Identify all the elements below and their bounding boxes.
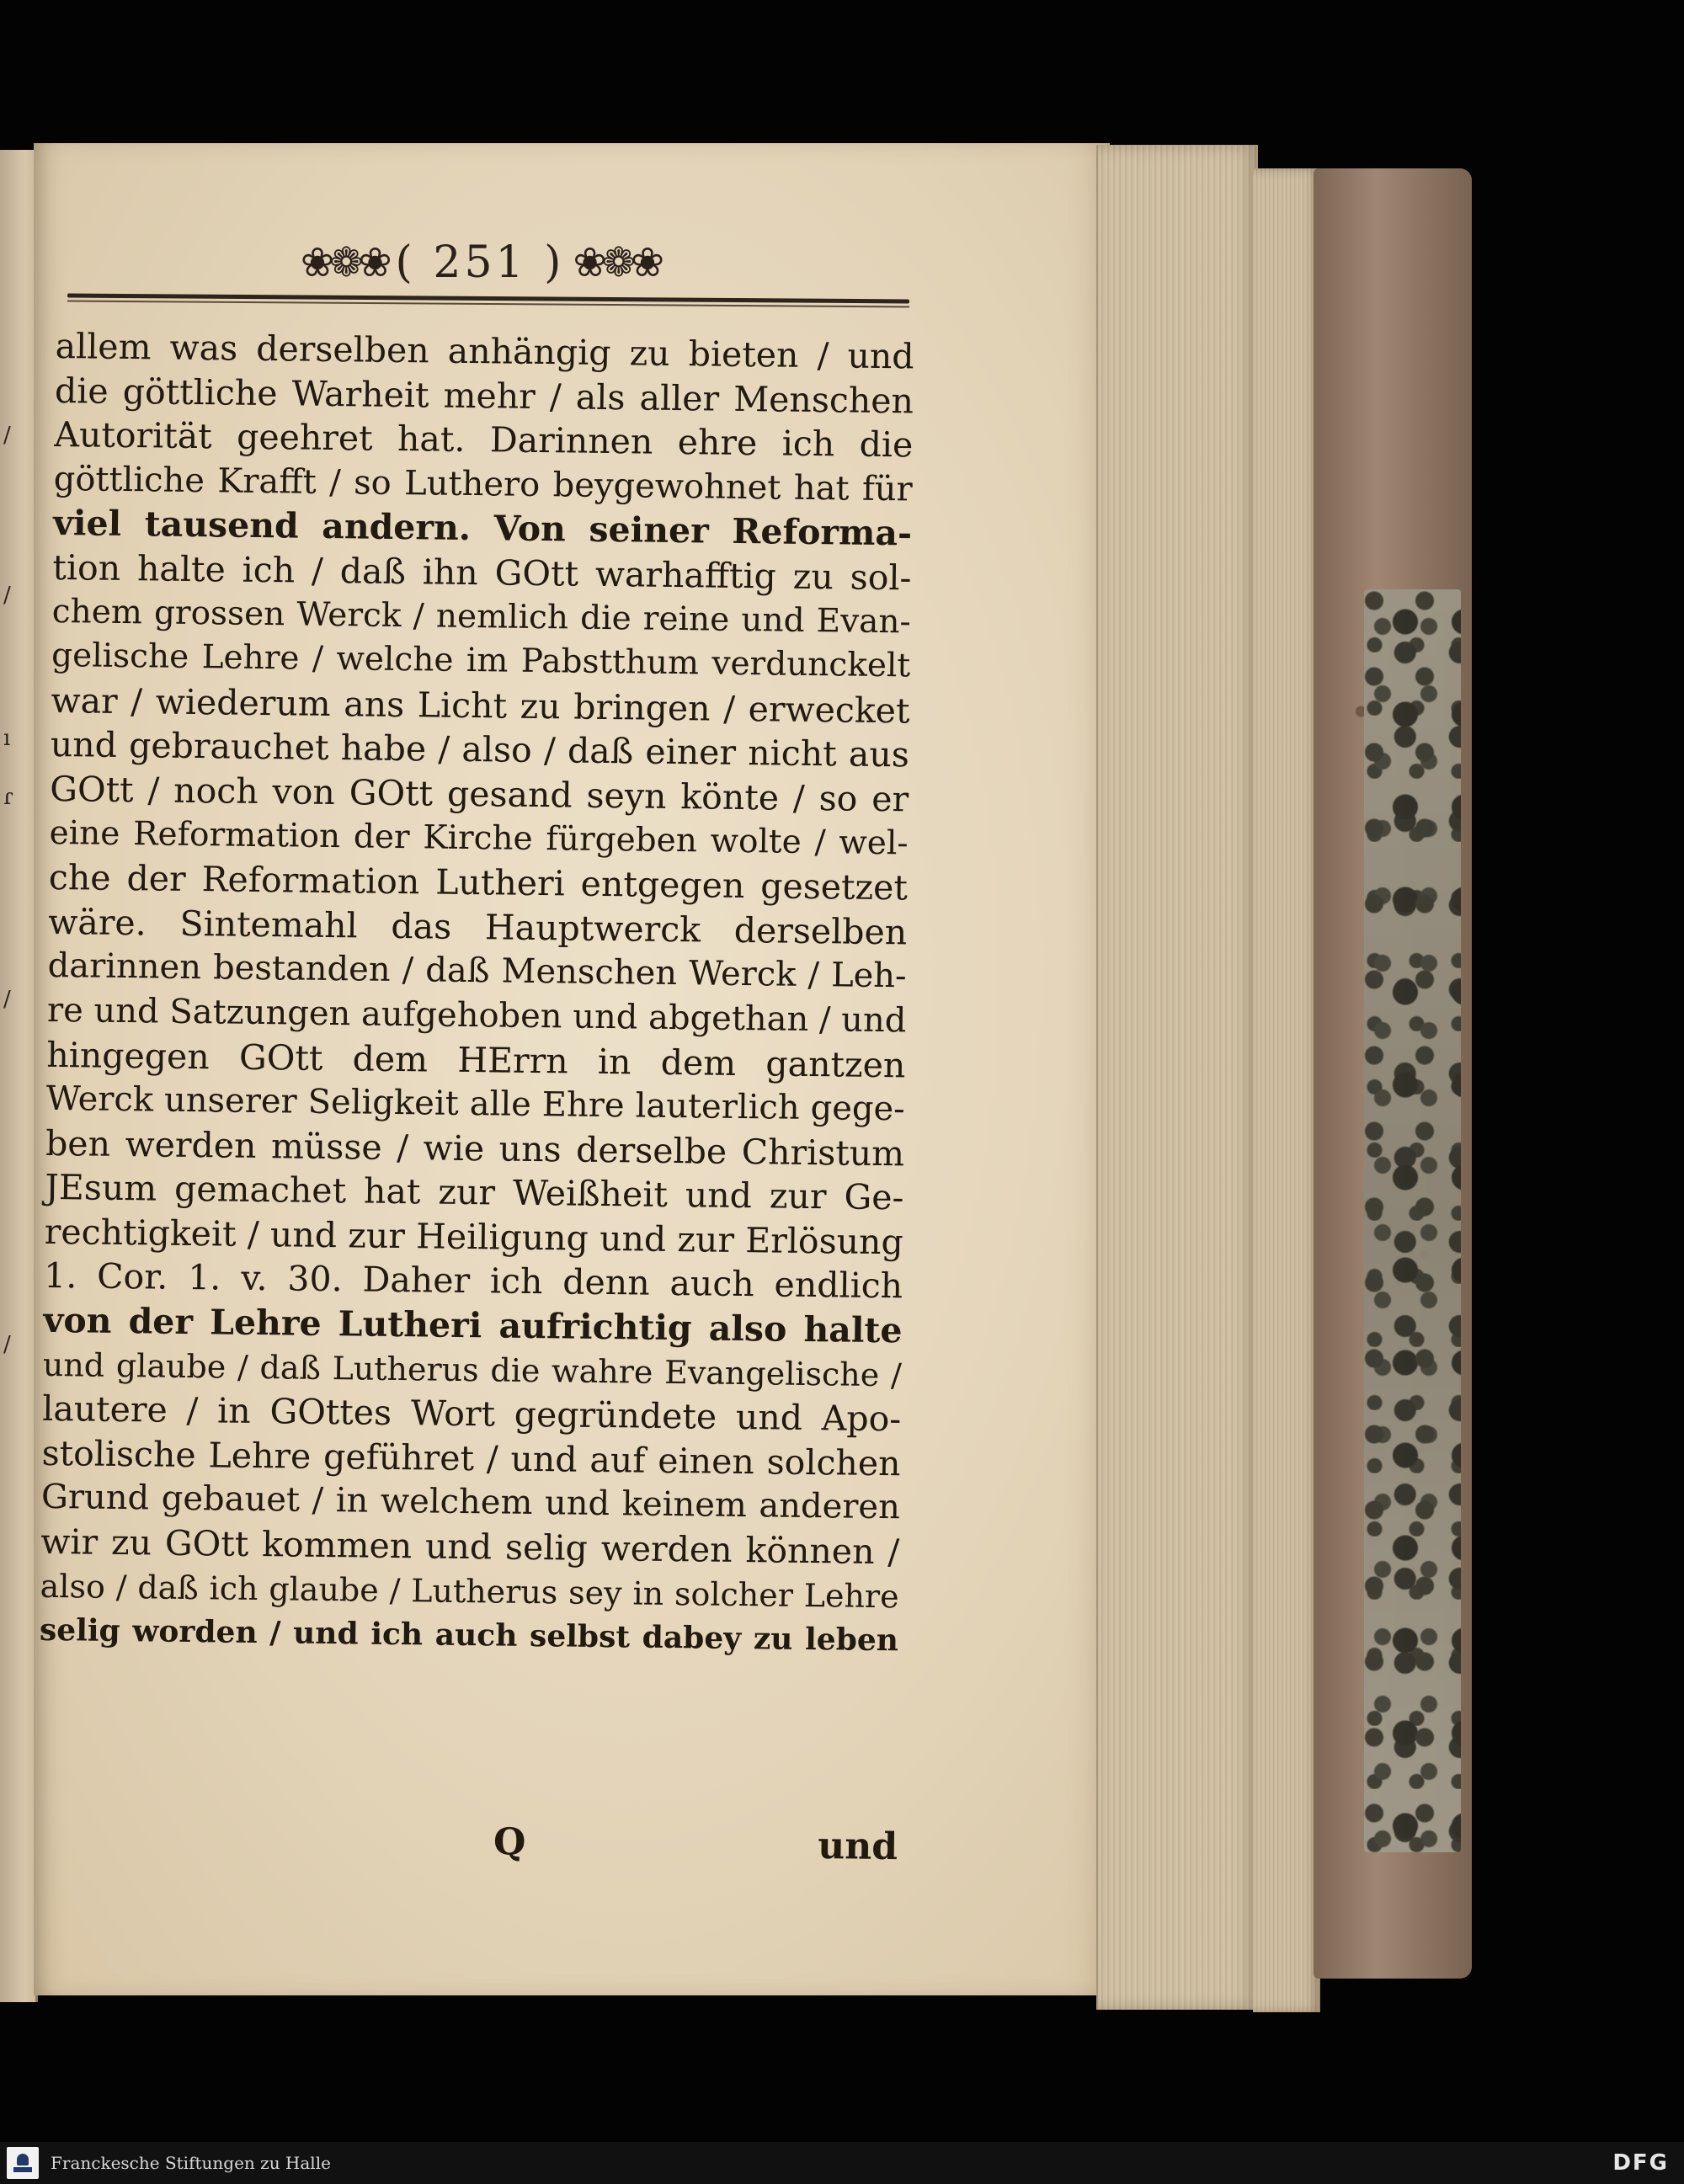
institution-name: Franckesche Stiftungen zu Halle (51, 2153, 331, 2173)
franckesche-stiftungen-logo-icon (7, 2147, 39, 2179)
text-line: selig worden / und ich auch selbst dabey zu leben (39, 1612, 899, 1659)
text-line: wäre. Sintemahl das Hauptwerck derselben (48, 901, 908, 953)
text-line: allem was derselben anhängig zu bieten / und (55, 325, 914, 377)
text-line: und gebrauchet habe / also / daß einer nicht aus (50, 724, 910, 775)
text-line: Werck unserer Seligkeit alle Ehre lauterlich gege- (45, 1079, 905, 1129)
text-line: stolische Lehre geführet / und auf einen solchen (41, 1432, 901, 1484)
text-line: Autorität geehret hat. Darinnen ehre ich die (54, 414, 914, 466)
margin-mark: ı (3, 726, 11, 751)
text-line: rechtigkeit / und zur Heiligung und zur Erlösung (44, 1211, 904, 1263)
margin-mark: / (3, 423, 11, 448)
page-block-edge (1096, 145, 1258, 2010)
text-line: eine Reformation der Kirche fürgeben wolte / wel- (49, 813, 909, 862)
catchword: und (817, 1824, 898, 1869)
text-line: von der Lehre Lutheri aufrichtig also halte (43, 1299, 903, 1351)
ornament-right-icon: ❀❁❀ (573, 239, 660, 286)
text-line: wir zu GOtt kommen und selig werden können / (40, 1521, 900, 1573)
page-block-edge-outer (1253, 168, 1320, 2012)
text-line: gelische Lehre / welche im Pabstthum verdunckelt (51, 637, 911, 685)
text-line: tion halte ich / daß ihn GOtt warhafftig zu sol- (52, 546, 912, 599)
marbled-endpaper (1364, 589, 1461, 1852)
margin-mark: / (3, 987, 11, 1012)
margin-mark: / (3, 583, 11, 608)
text-line: JEsum gemachet hat zur Weißheit und zur Ge- (45, 1167, 904, 1218)
text-line: viel tausend andern. Von seiner Reforma- (52, 503, 913, 554)
text-line: also / daß ich glaube / Lutherus sey in solcher Lehre (40, 1567, 899, 1615)
previous-page-edge (0, 150, 38, 2002)
text-line: Grund gebauet / in welchem und keinem anderen (40, 1478, 901, 1527)
text-line: göttliche Krafft / so Luthero beygewohnet hat für (53, 459, 913, 509)
text-line: darinnen bestanden / daß Menschen Werck / Leh- (47, 946, 907, 996)
dfg-logo: DFG (1612, 2150, 1669, 2176)
text-line: chem grossen Werck / nemlich die reine und Evan- (51, 592, 912, 641)
margin-mark: / (3, 1332, 11, 1357)
text-line: war / wiederum ans Licht zu bringen / erwecket (51, 679, 910, 732)
signature-mark: Q (493, 1820, 526, 1864)
text-line: lautere / in GOttes Wort gegründete und Apo- (41, 1388, 902, 1440)
text-line: hingegen GOtt dem HErrn in dem gantzen (46, 1034, 906, 1085)
text-line: che der Reformation Lutheri entgegen gesetzet (48, 857, 909, 908)
text-line: und glaube / daß Lutherus die wahre Evangelische / (42, 1345, 903, 1394)
margin-mark: ɾ (3, 785, 13, 810)
text-line: GOtt / noch von GOtt gesand seyn könte / so er (49, 768, 909, 820)
text-line: re und Satzungen aufgehoben und abgethan / und (46, 990, 907, 1041)
text-line: 1. Cor. 1. v. 30. Daher ich denn auch endlich (43, 1255, 903, 1307)
catchline (56, 1815, 898, 1876)
footer-bar (0, 2142, 1684, 2184)
body-text (40, 324, 914, 1663)
page-number: ( 251 ) (395, 237, 565, 288)
text-line: ben werden müsse / wie uns derselbe Christum (45, 1122, 905, 1175)
text-line: die göttliche Warheit mehr / als aller Menschen (54, 370, 914, 422)
ornament-left-icon: ❀❁❀ (300, 239, 387, 286)
page-header (286, 229, 674, 296)
